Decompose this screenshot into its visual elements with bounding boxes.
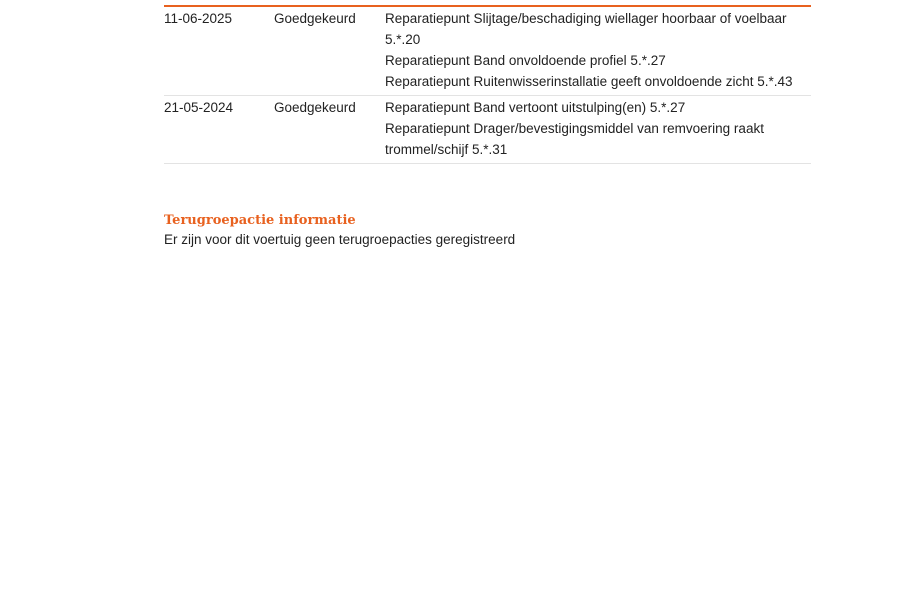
recall-section xyxy=(164,212,811,250)
inspection-result: Goedgekeurd xyxy=(274,11,356,26)
remark-item: Reparatiepunt Band onvoldoende profiel 5.*.27 xyxy=(385,53,666,68)
remark-item: Reparatiepunt Ruitenwisserinstallatie geeft onvoldoende zicht 5.*.43 xyxy=(385,74,793,89)
inspection-date: 11-06-2025 xyxy=(164,11,233,26)
remark-item: Reparatiepunt Band vertoont uitstulping(en) 5.*.27 xyxy=(385,100,686,115)
inspection-remarks xyxy=(385,8,811,92)
remark-item: Reparatiepunt Slijtage/beschadiging wiellager hoorbaar of voelbaar 5.*.20 xyxy=(385,11,787,47)
table-row xyxy=(164,96,811,164)
recall-section-title: Terugroepactie informatie xyxy=(164,213,356,228)
inspection-remarks xyxy=(385,97,811,160)
inspection-date: 21-05-2024 xyxy=(164,100,234,115)
inspection-result: Goedgekeurd xyxy=(274,100,356,115)
inspection-history-table xyxy=(164,7,811,164)
remark-item: Reparatiepunt Drager/bevestigingsmiddel van remvoering raakt trommel/schijf 5.*.31 xyxy=(385,121,764,157)
table-row xyxy=(164,7,811,96)
recall-section-text: Er zijn voor dit voertuig geen terugroepacties geregistreerd xyxy=(164,232,516,247)
